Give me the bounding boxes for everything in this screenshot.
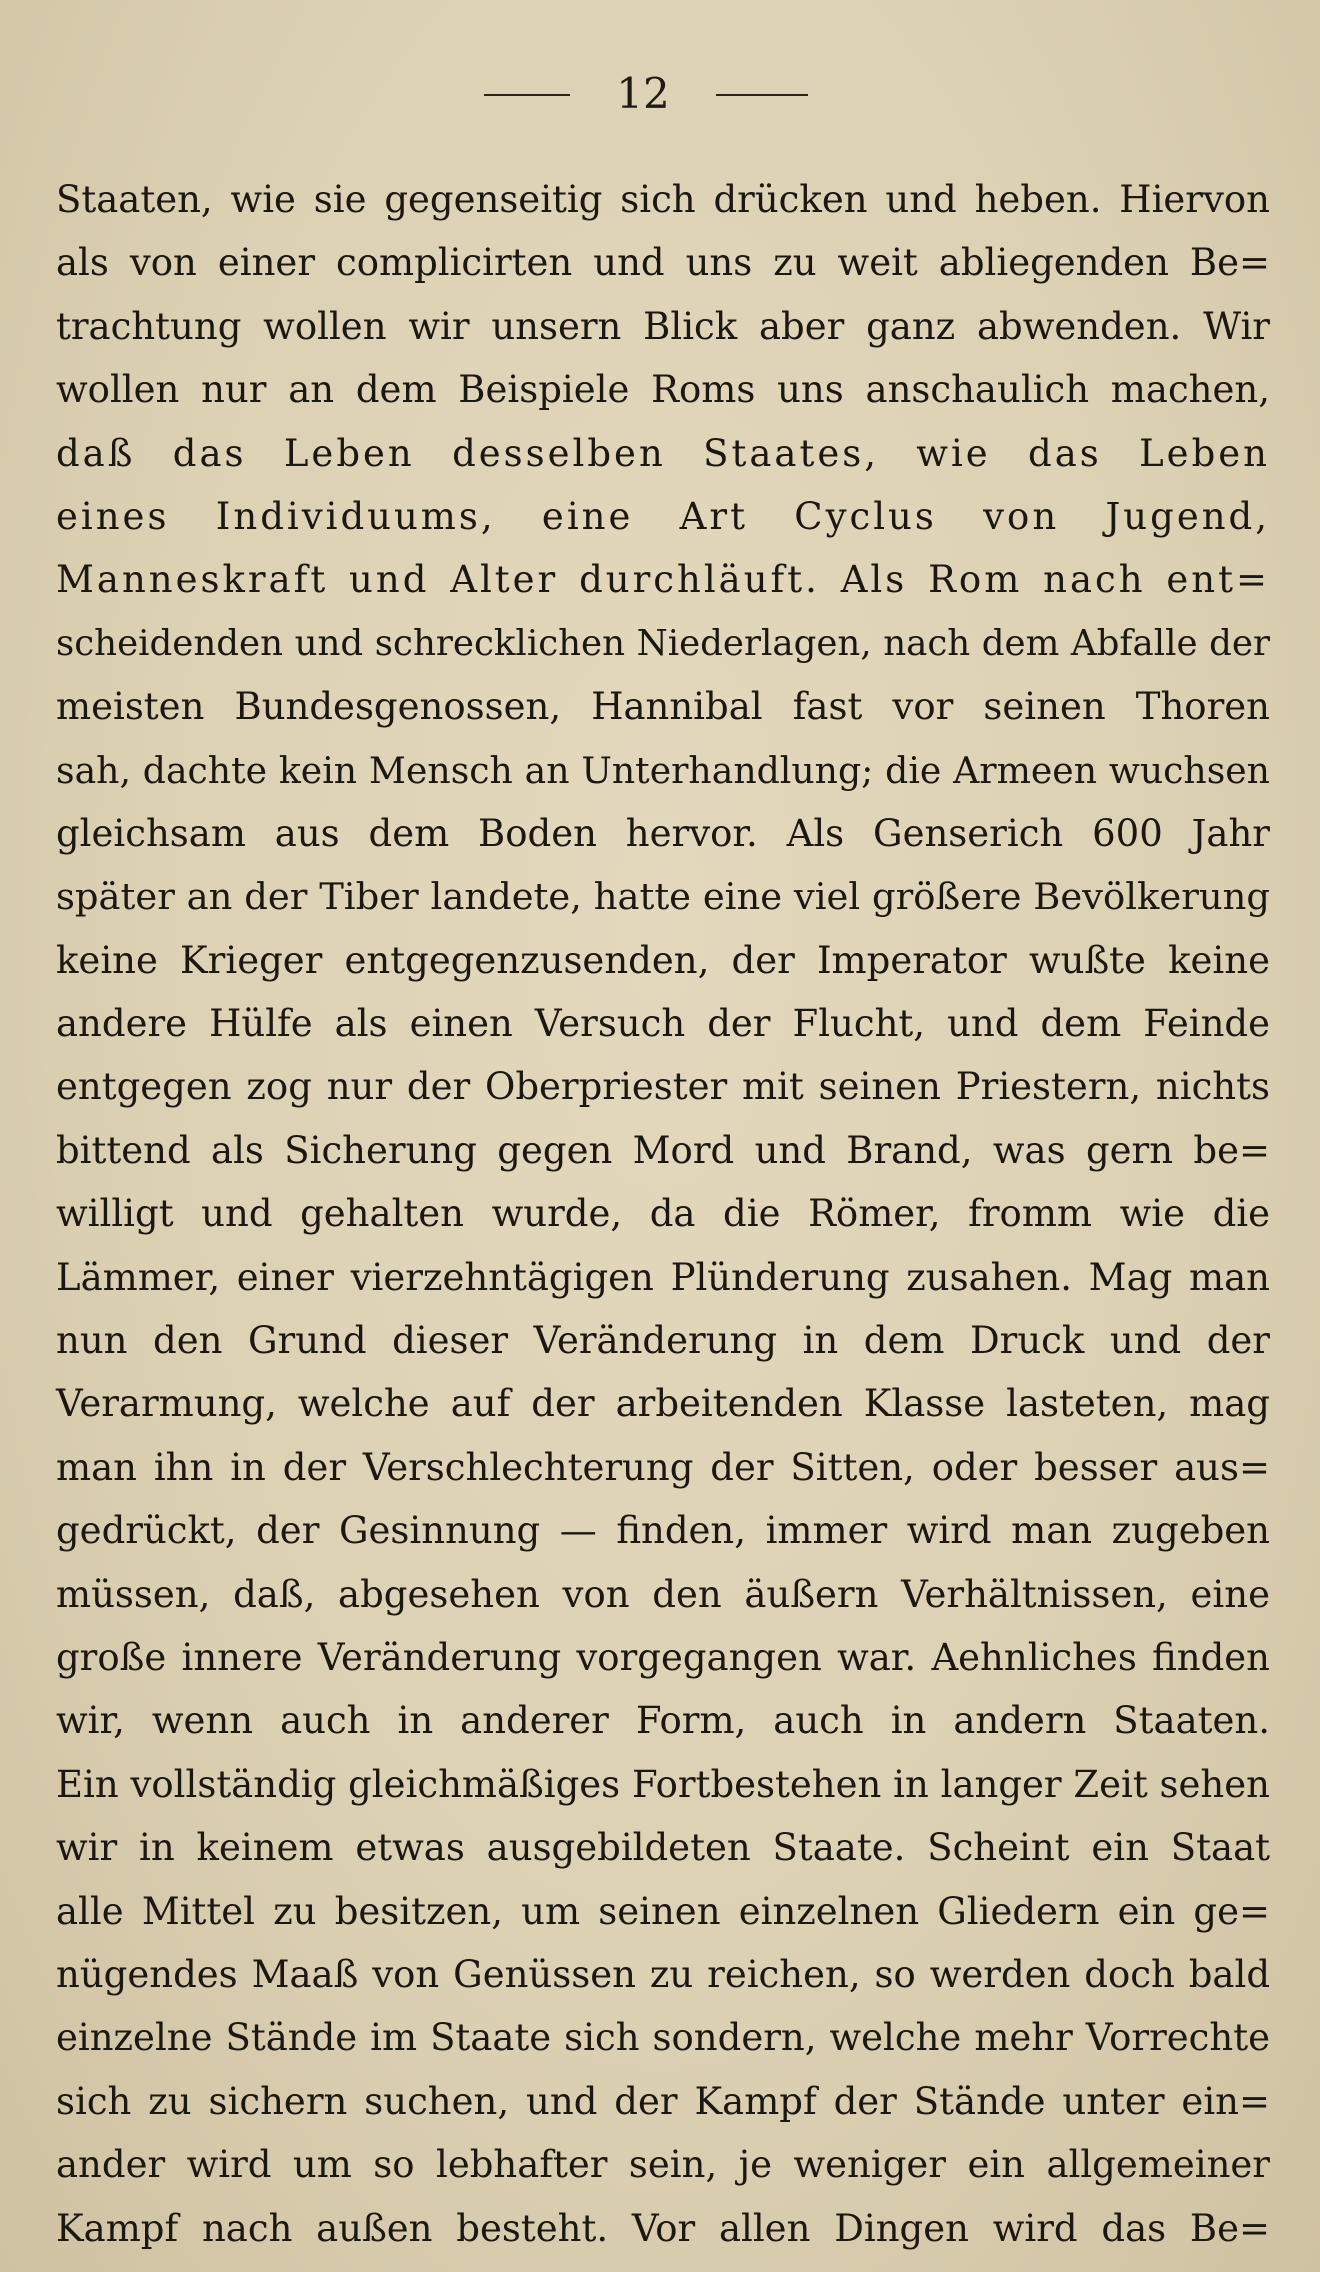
text-line-15: entgegen zog nur der Oberpriester mit seinen Priestern, nichts (56, 1065, 1270, 1109)
text-line-16: bittend als Sicherung gegen Mord und Brand, was gern be= (56, 1128, 1270, 1172)
text-line-2: als von einer complicirten und uns zu weit abliegenden Be= (56, 241, 1270, 285)
text-line-1: Staaten, wie sie gegenseitig sich drücken und heben. Hiervon (56, 178, 1270, 221)
header-rule-left (484, 94, 570, 96)
text-line-3: trachtung wollen wir unsern Blick aber ganz abwenden. Wir (56, 304, 1270, 348)
text-line-33: Kampf nach außen besteht. Vor allen Dingen wird das Be= (56, 2206, 1270, 2250)
text-line-7: Manneskraft und Alter durchläuft. Als Rom nach ent= (56, 558, 1270, 602)
text-line-10: sah, dachte kein Mensch an Unterhandlung; die Armeen wuchsen (56, 748, 1270, 792)
text-line-6: eines Individuums, eine Art Cyclus von Jugend, (56, 494, 1270, 538)
text-line-11: gleichsam aus dem Boden hervor. Als Genserich 600 Jahr (56, 811, 1270, 855)
text-line-4: wollen nur an dem Beispiele Roms uns anschaulich machen, (56, 368, 1270, 412)
text-line-13: keine Krieger entgegenzusenden, der Imperator wußte keine (56, 938, 1270, 982)
text-line-23: müssen, daß, abgesehen von den äußern Verhältnissen, eine (56, 1572, 1270, 1616)
text-line-31: sich zu sichern suchen, und der Kampf der Stände unter ein= (56, 2079, 1270, 2123)
text-line-21: man ihn in der Verschlechterung der Sitten, oder besser aus= (56, 1445, 1270, 1489)
text-line-19: nun den Grund dieser Veränderung in dem Druck und der (56, 1319, 1270, 1363)
text-line-28: alle Mittel zu besitzen, um seinen einzelnen Gliedern ein ge= (56, 1889, 1270, 1933)
page-number: 12 (616, 69, 670, 118)
body-text (56, 168, 1270, 2260)
text-line-17: willigt und gehalten wurde, da die Römer, fromm wie die (56, 1192, 1270, 1236)
text-line-5: daß das Leben desselben Staates, wie das Leben (56, 431, 1270, 475)
text-line-32: ander wird um so lebhafter sein, je weniger ein allgemeiner (56, 2143, 1270, 2187)
text-line-14: andere Hülfe als einen Versuch der Flucht, und dem Feinde (56, 1002, 1270, 1046)
text-line-22: gedrückt, der Gesinnung — finden, immer wird man zugeben (56, 1509, 1270, 1553)
text-line-26: Ein vollständig gleichmäßiges Fortbestehen in langer Zeit sehen (56, 1762, 1270, 1806)
header-rule-right (716, 94, 808, 96)
text-line-25: wir, wenn auch in anderer Form, auch in andern Staaten. (56, 1699, 1270, 1743)
text-line-27: wir in keinem etwas ausgebildeten Staate. Scheint ein Staat (56, 1826, 1270, 1870)
text-line-30: einzelne Stände im Staate sich sondern, welche mehr Vorrechte (56, 2016, 1270, 2060)
text-line-18: Lämmer, einer vierzehntägigen Plünderung zusahen. Mag man (56, 1255, 1270, 1299)
text-line-29: nügendes Maaß von Genüssen zu reichen, so werden doch bald (56, 1952, 1270, 1996)
text-line-8: scheidenden und schrecklichen Niederlagen, nach dem Abfalle der (56, 622, 1270, 664)
text-line-12: später an der Tiber landete, hatte eine viel größere Bevölkerung (56, 875, 1270, 919)
page-header (0, 66, 1320, 122)
text-line-9: meisten Bundesgenossen, Hannibal fast vor seinen Thoren (56, 685, 1270, 729)
text-line-24: große innere Veränderung vorgegangen war. Aehnliches finden (56, 1635, 1270, 1679)
text-line-20: Verarmung, welche auf der arbeitenden Klasse lasteten, mag (56, 1382, 1270, 1426)
